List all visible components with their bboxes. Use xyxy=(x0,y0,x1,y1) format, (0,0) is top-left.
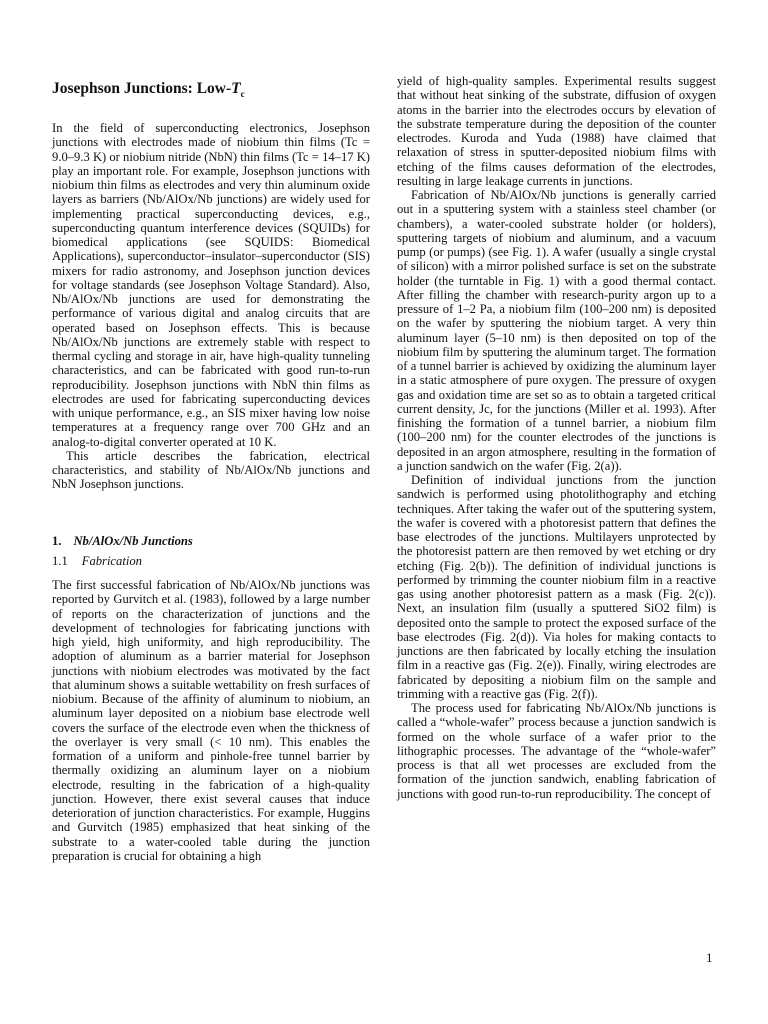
section-title: Nb/AlOx/Nb Junctions xyxy=(73,533,193,548)
paragraph: Fabrication of Nb/AlOx/Nb junctions is generally carried out in a sputtering system with a stainless steel chamber (or chambers), a water-cooled substrate holder (or holders), sputtering targets of niobium and aluminum, and a vacuum pump (or pumps) (see Fig. 1). A wafer (usually a single crystal of silicon) with a mirror polished surface is set on the substrate holder (the turntable in Fig. 1) with a good thermal contact. After filling the chamber with research-purity argon up to a pressure of 1–2 Pa, a niobium film (100–200 nm) is deposited on the wafer by sputtering the niobium target. A very thin aluminum layer (5–10 nm) is then deposited on top of the niobium film by sputtering the aluminum target. The formation of a tunnel barrier is achieved by oxidizing the aluminum layer in a static atmosphere of pure oxygen. The pressure of oxygen gas and oxidation time are set so as to obtain a targeted critical current density, Jc, for the junctions (Miller et al. 1993). After finishing the formation of a tunnel barrier, a niobium film (100–200 nm) for the counter electrodes of the junctions is deposited in an argon atmosphere, resulting in the formation of a junction sandwich on the wafer (Fig. 2(a)). xyxy=(397,188,716,473)
paragraph: Definition of individual junctions from the junction sandwich is performed using photolithography and etching techniques. After taking the wafer out of the sputtering system, the wafer is covered with a photoresist pattern that defines the base electrodes of the junctions. Multilayers unprotected by the photoresist pattern are then removed by wet etching or dry etching (Fig. 2(b)). The definition of individual junctions is performed by trimming the counter niobium film in a reactive gas using another photoresist pattern as a mask (Fig. 2(c)). Next, an insulation film (usually a sputtered SiO2 film) is deposited onto the sample to protect the exposed surface of the base electrodes (Fig. 2(d)). Via holes for making contacts to junctions are then fabricated by locally etching the insulation film in a reactive gas (Fig. 2(e)). Finally, wiring electrodes are fabricated by depositing a niobium film on the sample and trimming with a reactive gas (Fig. 2(f)). xyxy=(397,473,716,701)
title-t-symbol: T xyxy=(231,80,241,97)
subsection-title: Fabrication xyxy=(81,553,142,568)
subsection-heading xyxy=(52,554,370,568)
paragraph: yield of high-quality samples. Experimental results suggest that without heat sinking of the substrate, diffusion of oxygen atoms in the barrier into the electrodes occurs by elevation of the substrate temperature during the deposition of the counter electrodes. Kuroda and Yuda (1988) have claimed that relaxation of stress in sputter-deposited niobium films with etching of the films causes deformation of the electrodes, resulting in large leakage currents in junctions. xyxy=(397,74,716,188)
title-text: Josephson Junctions: Low- xyxy=(52,80,232,97)
paragraph: In the field of superconducting electronics, Josephson junctions with electrodes made of niobium thin films (Tc = 9.0–9.3 K) or niobium nitride (NbN) thin films (Tc = 14–17 K) play an important role. For example, Josephson junctions with niobium thin films as electrodes and very thin aluminum oxide layers as barriers (Nb/AlOx/Nb junctions) are widely used for implementing practical superconducting devices, e.g., superconducting quantum interference devices (SQUIDs) for biomedical applications (see SQUIDS: Biomedical Applications), superconductor–insulator–superconductor (SIS) mixers for radio astronomy, and Josephson junction devices for voltage standards (see Josephson Voltage Standard). Also, Nb/AlOx/Nb junctions are used for demonstrating the performance of various digital and analog circuits that are operated based on Josephson effects. This is because Nb/AlOx/Nb junctions are extremely stable with respect to thermal cycling and storage in air, have high-quality tunneling characteristics, and can be fabricated with good run-to-run reproducibility. Josephson junctions with NbN thin films as electrodes are used for fabricating superconducting devices with unique performance, e.g., an SIS mixer having low noise temperatures at a frequency range over 700 GHz and an analog-to-digital converter operated at 10 K. xyxy=(52,121,370,449)
left-column xyxy=(52,74,370,863)
paragraph: This article describes the fabrication, electrical characteristics, and stability of Nb/AlOx/Nb junctions and NbN Josephson junctions. xyxy=(52,448,370,492)
paragraph: The process used for fabricating Nb/AlOx/Nb junctions is called a “whole-wafer” process because a junction sandwich is formed on the whole surface of a wafer prior to the lithographic processes. The advantage of the “whole-wafer” process is that all wet processes are excluded from the formation of the junction sandwich, enabling fabrication of junctions with good run-to-run reproducibility. The concept of xyxy=(397,701,716,801)
paragraph: The first successful fabrication of Nb/AlOx/Nb junctions was reported by Gurvitch et al. (1983), followed by a large number of reports on the characterization of junctions and the development of technologies for fabricating junctions with high yield, high uniformity, and high reproducibility. The adoption of aluminum as a barrier material for Josephson junctions with niobium electrodes was motivated by the fact that aluminum shows a suitable wettability on fresh surfaces of niobium. Because of the affinity of aluminum to niobium, an aluminum layer deposited on a niobium base electrode well covers the surface of the electrode even when the thickness of the overlayer is very small (< 10 nm). This enables the formation of a uniform and pinhole-free tunnel barrier by thermally oxidizing an aluminum layer on a niobium electrode, resulting in the fabrication of a high-quality junction. However, there exist several causes that induce deterioration of junction characteristics. For example, Huggins and Gurvitch (1985) emphasized that heat sinking of the substrate to a water-cooled table during the junction preparation is crucial for obtaining a high xyxy=(52,578,370,863)
page-number: 1 xyxy=(706,950,713,965)
right-column xyxy=(397,74,716,801)
subsection-number: 1.1 xyxy=(52,553,68,568)
section-number: 1. xyxy=(52,533,62,548)
article-title xyxy=(52,80,370,103)
title-c-subscript: c xyxy=(240,89,245,100)
section-heading xyxy=(52,534,370,548)
